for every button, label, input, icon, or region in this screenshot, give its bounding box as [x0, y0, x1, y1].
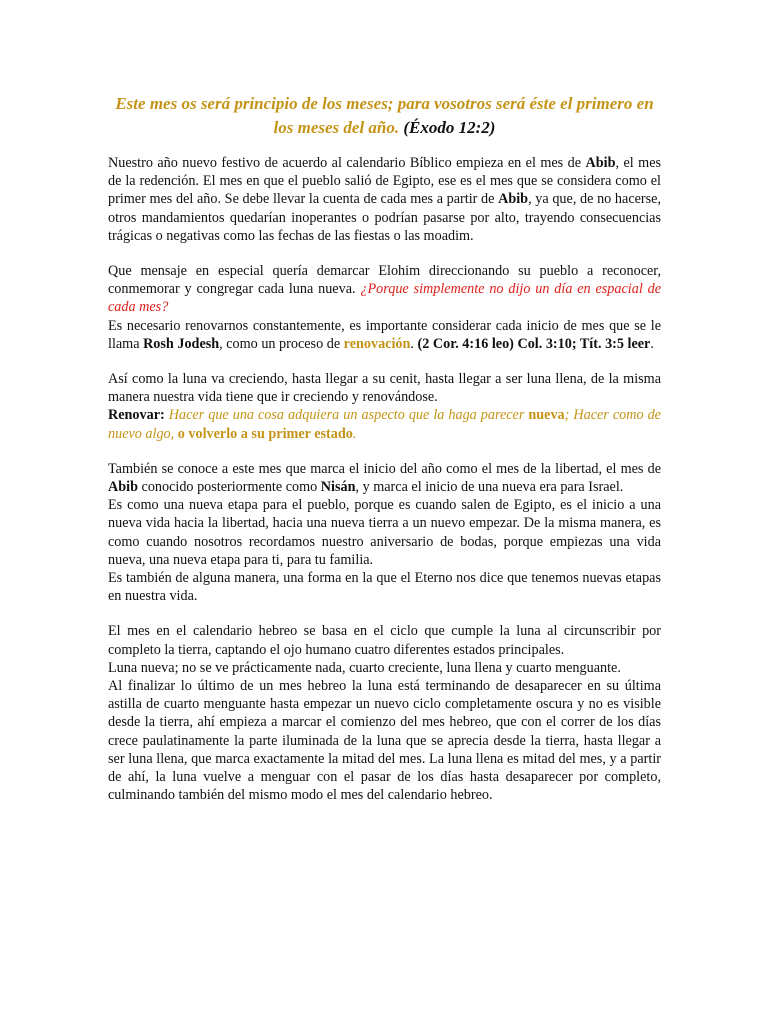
p3-rosh-jodesh: Rosh Jodesh — [143, 335, 220, 352]
spacer — [108, 353, 661, 370]
p4-text: Así como la luna va creciendo, hasta llegar a su cenit, hasta llegar a ser luna llena, de la misma manera nuestra vida tiene que ir creciendo y renovándose. — [108, 371, 661, 406]
p3-text-a: Es necesario renovarnos constantemente, es importante considerar cada inicio de mes que se le llama — [108, 317, 661, 352]
p6-text-c: , y marca el inicio de una nueva era para Israel. — [355, 479, 624, 496]
p1-abib-1: Abib — [585, 155, 616, 171]
p5-def-a: Hacer que una cosa adquiera un aspecto que la haga parecer — [164, 407, 529, 424]
paragraph-1 — [108, 154, 661, 245]
paragraph-5-definition — [108, 406, 661, 442]
p5-renovar-label: Renovar: — [108, 407, 165, 424]
p5-def-b: ; Hacer como de nuevo algo, — [108, 407, 661, 442]
paragraph-6 — [108, 460, 661, 496]
p3-renovacion: renovación — [343, 335, 411, 352]
paragraph-2 — [108, 262, 661, 317]
title-quote: Este mes os será principio de los meses; para vosotros será éste el primero en los meses del año. — [115, 94, 654, 137]
p2-question: ¿Porque simplemente no dijo un día en espacial de cada mes? — [108, 281, 662, 316]
paragraph-7: Es como una nueva etapa para el pueblo, porque es cuando salen de Egipto, es el inicio a una nueva vida hacia la libertad, hacia una nueva tierra a un nuevo empezar. De la misma manera, es como cuando nosotros recordamos nuestro aniversario de bodas, porque empiezas una vida nueva, una nueva etapa para ti, para tu familia. — [108, 497, 661, 568]
paragraph-9: El mes en el calendario hebreo se basa en el ciclo que cumple la luna al circunscribir por completo la tierra, captando el ojo humano cuatro diferentes estados principales. — [108, 623, 661, 658]
document-page — [108, 92, 661, 805]
spacer — [108, 245, 661, 262]
p3-text-b: , como un proceso de — [219, 335, 344, 352]
paragraph-11: Al finalizar lo último de un mes hebreo la luna está terminando de desaparecer en su última astilla de cuarto menguante hasta empezar un nuevo ciclo completamente oscura y no es visible desde la tierra, ahí empieza a marcar el comienzo del mes hebreo, que con el correr de los días crece paulatinamente la parte iluminada de la luna que se aprecia desde la tierra, hasta llegar a ser luna llena, que marca exactamente la mitad del mes. La luna llena es mitad del mes, y a partir de ahí, la luna vuelve a menguar con el pasar de los días hasta desaparecer por completo, culminando también del mismo modo el mes del calendario hebreo. — [108, 678, 661, 804]
p5-nueva: nueva — [528, 407, 565, 424]
p3-text-c: . — [410, 335, 418, 352]
paragraph-10: Luna nueva; no se ve prácticamente nada, cuarto creciente, luna llena y cuarto menguante. — [108, 659, 621, 676]
p5-def-c: . — [352, 425, 357, 442]
paragraph-8: Es también de alguna manera, una forma en la que el Eterno nos dice que tenemos nuevas etapas en nuestra vida. — [108, 570, 661, 605]
p3-text-d: . — [650, 335, 654, 352]
document-title — [108, 92, 661, 140]
p1-text-a: Nuestro año nuevo festivo de acuerdo al calendario Bíblico empieza en el mes de — [108, 155, 586, 171]
p6-nisan: Nisán — [320, 479, 356, 496]
p6-text-b: conocido posteriormente como — [137, 479, 321, 496]
p1-abib-2: Abib — [498, 191, 529, 208]
p1-text-d: , ya que, de no hacerse, otros mandamientos quedarían inoperantes o podrían pasarse por alto, trayendo consecuencias trágicas o negativas como las fechas de las fiestas o las moadim. — [108, 191, 662, 244]
spacer — [108, 605, 661, 622]
p3-bible-refs: (2 Cor. 4:16 leo) Col. 3:10; Tít. 3:5 leer — [417, 335, 651, 352]
p5-volver: o volverlo a su primer estado — [177, 425, 353, 442]
p1-text-c: , el mes de la redención. El mes en que el pueblo salió de Egipto, ese es el mes que se considera como el primer mes del año. Se debe llevar la cuenta de cada mes a partir de — [108, 155, 662, 208]
paragraph-3 — [108, 317, 661, 353]
p2-text: Que mensaje en especial quería demarcar Elohim direccionando su pueblo a reconocer, conmemorar y congregar cada luna nueva. — [108, 263, 661, 298]
title-reference: (Éxodo 12:2) — [403, 118, 496, 137]
p6-abib: Abib — [108, 479, 138, 496]
spacer — [108, 443, 661, 460]
p6-text-a: También se conoce a este mes que marca el inicio del año como el mes de la libertad, el mes de — [108, 460, 661, 477]
paragraph-4 — [108, 370, 661, 406]
